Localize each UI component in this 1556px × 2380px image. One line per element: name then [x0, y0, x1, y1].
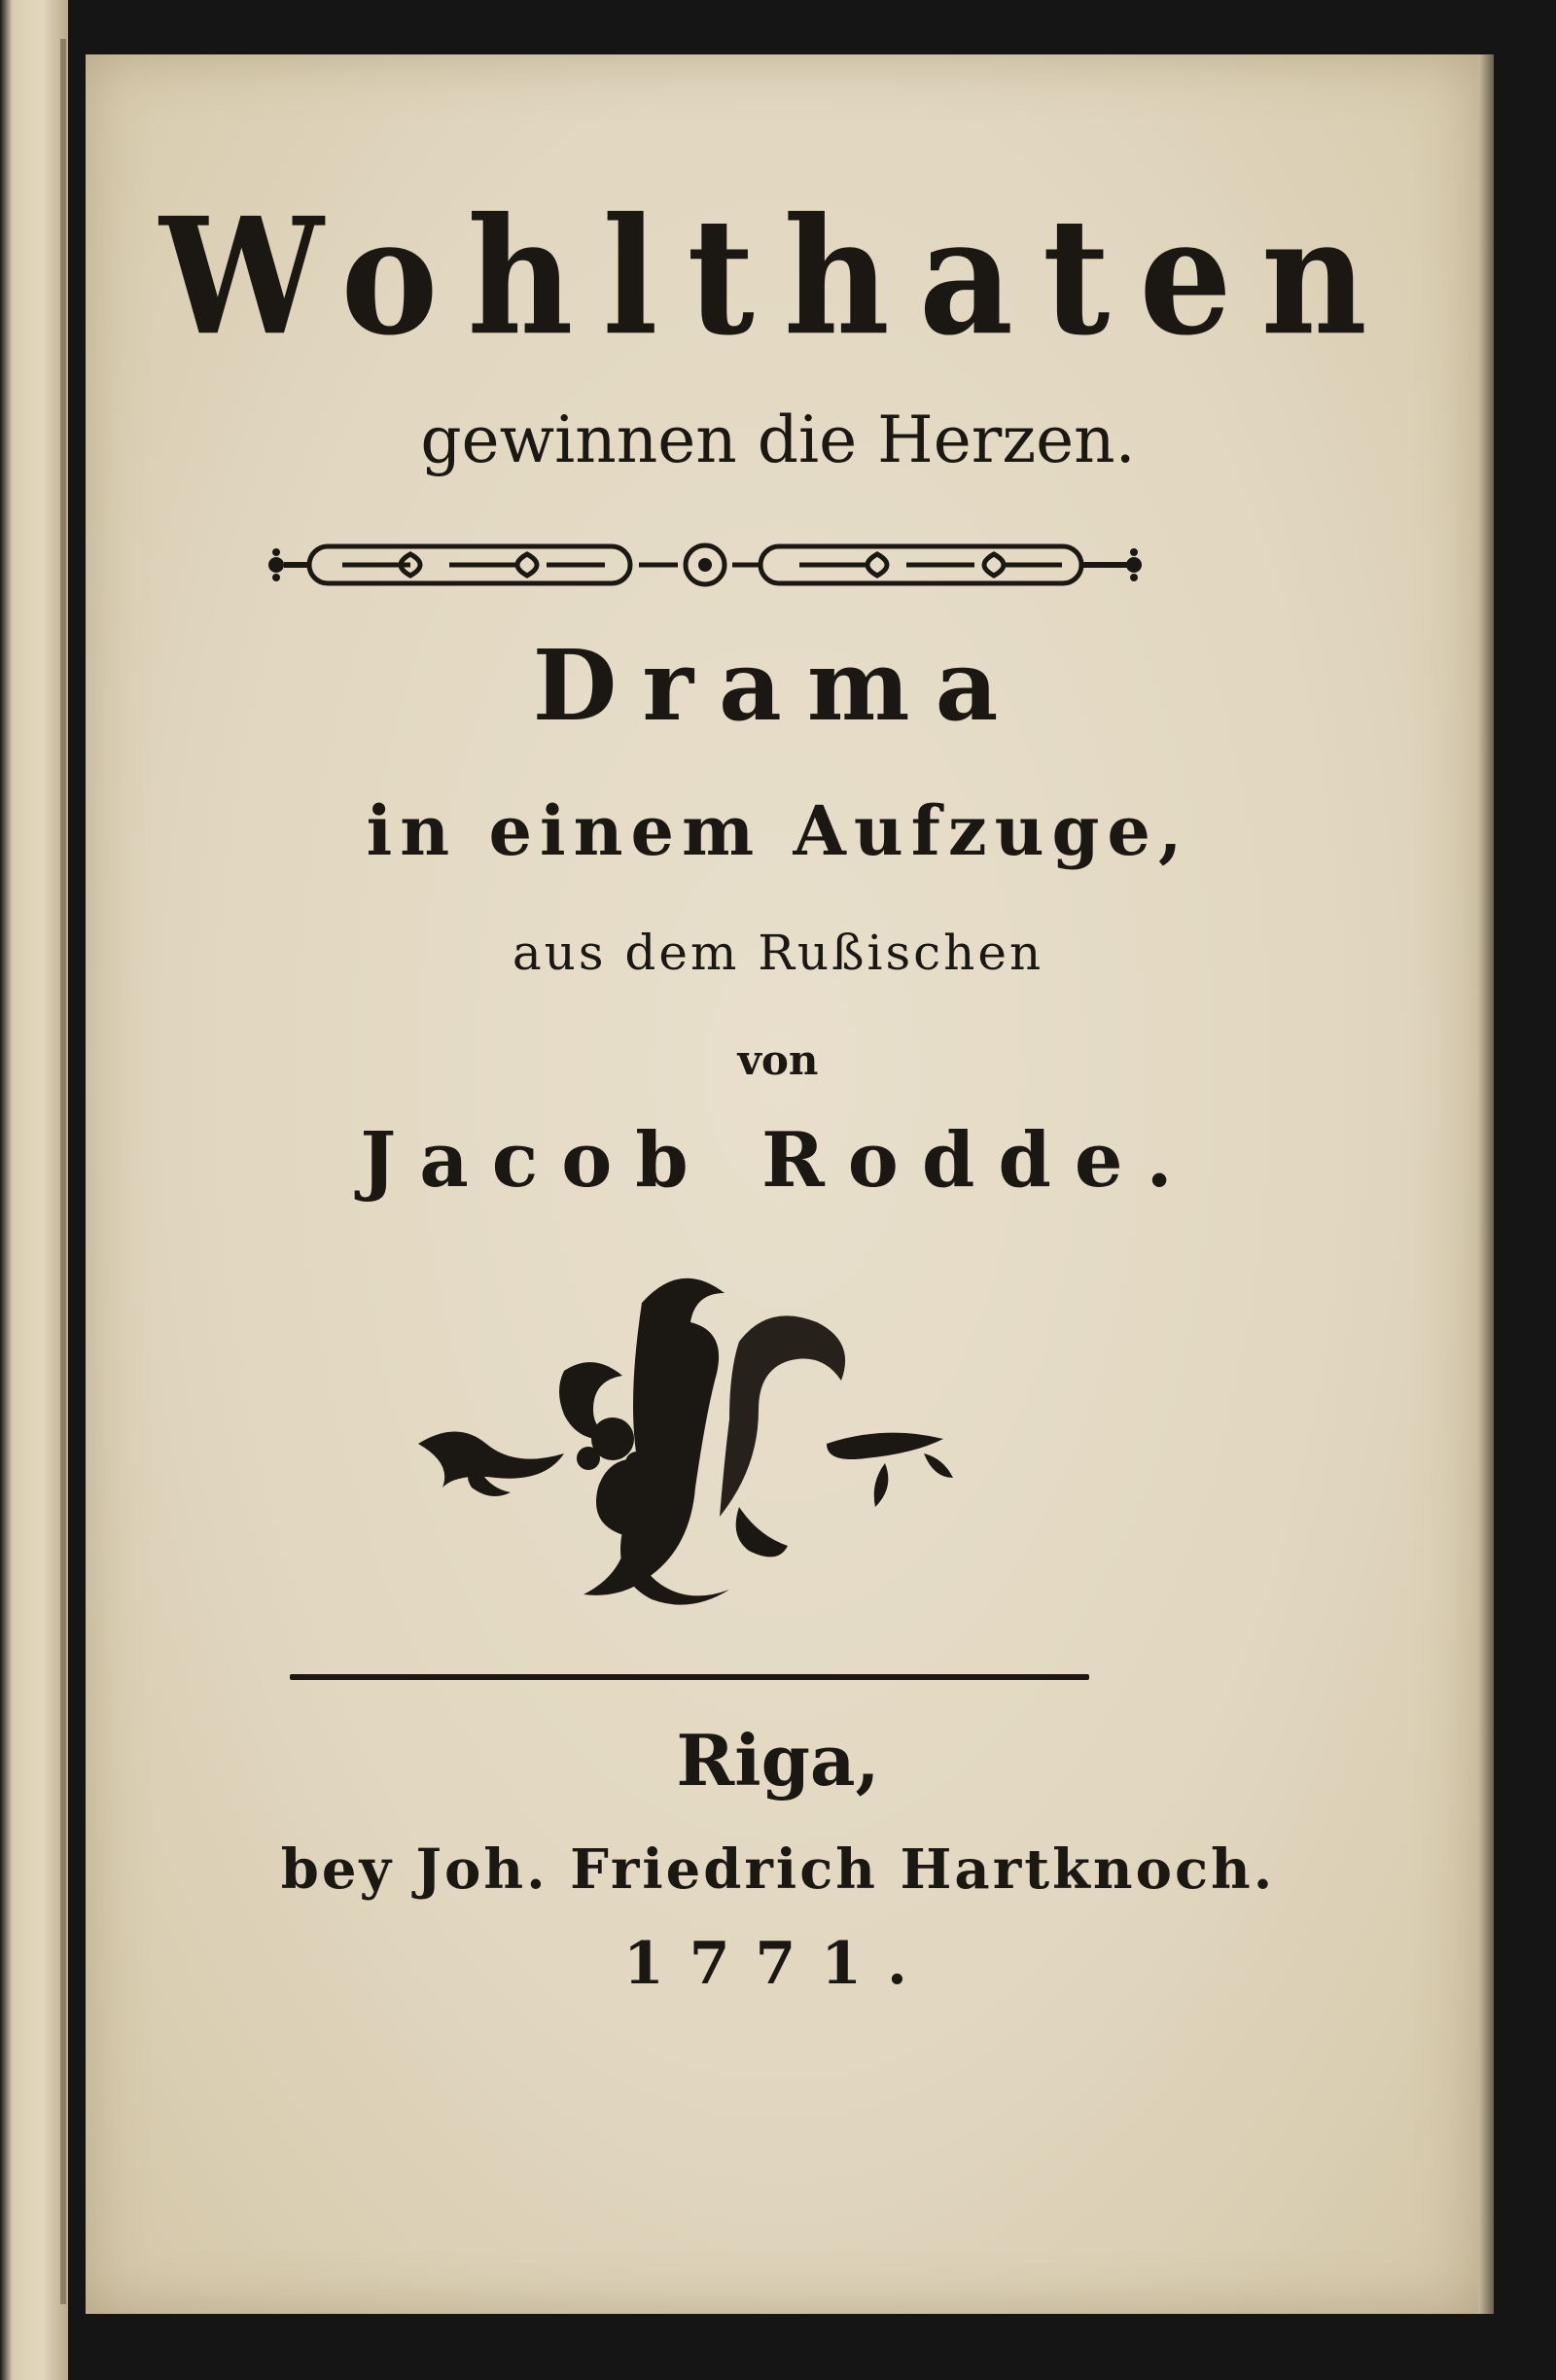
rococo-scroll-icon: [418, 1264, 982, 1624]
printer-line: bey Joh. Friedrich Hartknoch.: [280, 1838, 1276, 1902]
source-line: aus dem Rußischen: [512, 925, 1044, 981]
book-subtitle: gewinnen die Herzen.: [420, 402, 1136, 477]
acts-line: in einem Aufzuge,: [366, 790, 1190, 871]
author-name: Jacob Rodde.: [360, 1116, 1196, 1205]
bleed-through-shadow: [710, 486, 1002, 525]
decorative-band-icon: [255, 537, 1155, 593]
genre-heading: Drama: [532, 628, 1024, 743]
publication-place: Riga,: [676, 1719, 880, 1802]
book-title: Wohlthaten: [159, 183, 1397, 371]
publication-year: 1771.: [623, 1930, 933, 1998]
by-line: von: [737, 1036, 819, 1084]
horizontal-rule: [290, 1674, 1089, 1680]
